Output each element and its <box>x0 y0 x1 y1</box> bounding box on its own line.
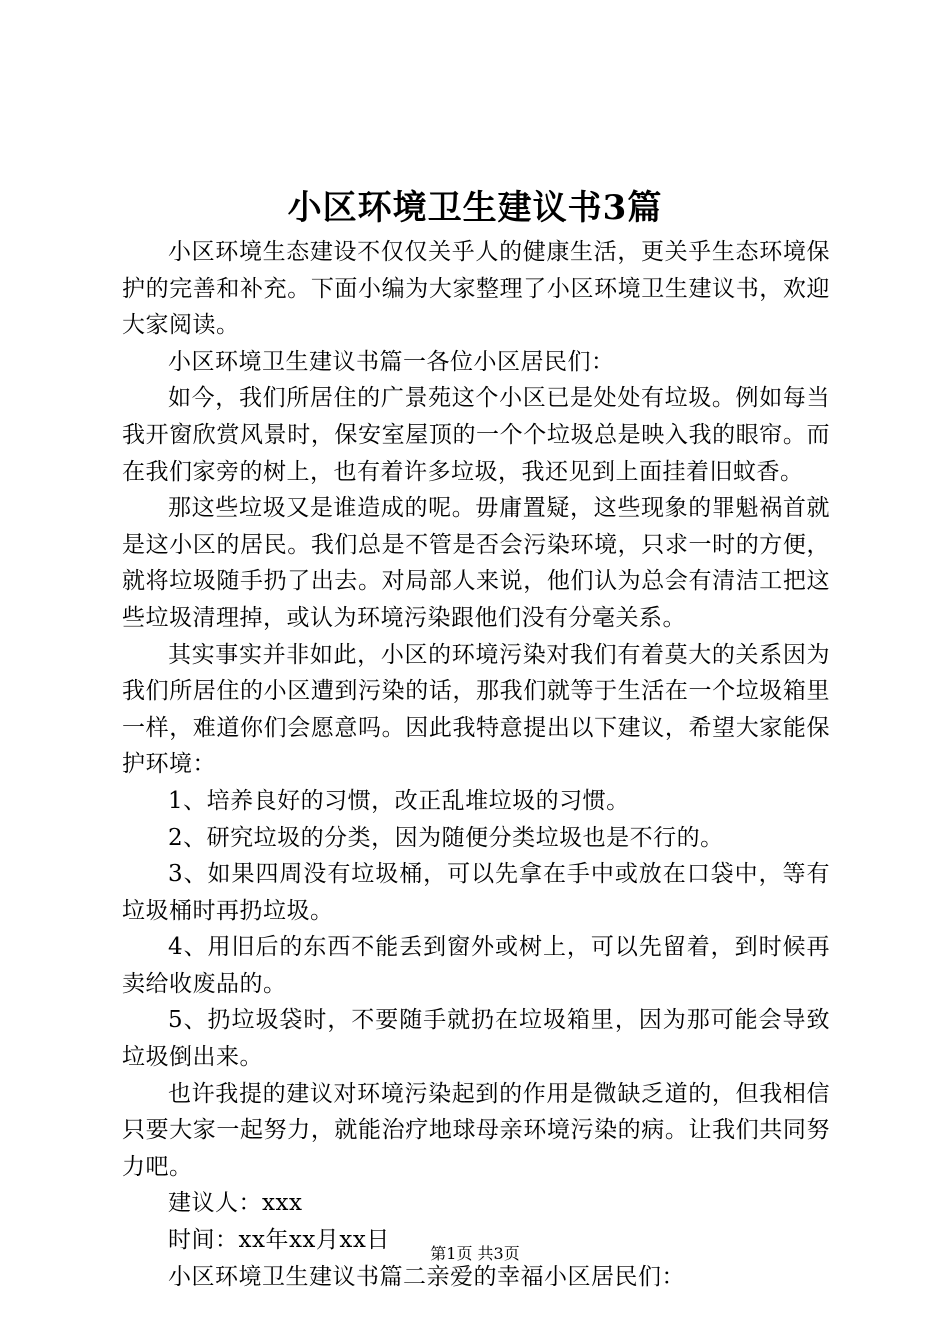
paragraph: 其实事实并非如此，小区的环境污染对我们有着莫大的关系因为我们所居住的小区遭到污染的话，那我们就等于生活在一个垃圾箱里一样，难道你们会愿意吗。因此我特意提出以下建议，希望大家能保护环境： <box>122 641 830 778</box>
paragraph-heading-one: 小区环境卫生建议书篇一各位小区居民们： <box>168 348 615 375</box>
signature-line: 建议人：xxx <box>168 1190 303 1217</box>
list-item: 3、如果四周没有垃圾桶，可以先拿在手中或放在口袋中，等有垃圾桶时再扔垃圾。 <box>122 861 830 924</box>
document-body <box>122 234 830 1295</box>
document-title: 小区环境卫生建议书3篇 <box>287 188 663 228</box>
list-item: 2、研究垃圾的分类，因为随便分类垃圾也是不行的。 <box>168 824 724 851</box>
paragraph: 那这些垃圾又是谁造成的呢。毋庸置疑，这些现象的罪魁祸首就是这小区的居民。我们总是不管是否会污染环境，只求一时的方便，就将垃圾随手扔了出去。对局部人来说，他们认为总会有清洁工把这些垃圾清理掉，或认为环境污染跟他们没有分毫关系。 <box>122 495 830 631</box>
list-item: 4、用旧后的东西不能丢到窗外或树上，可以先留着，到时候再卖给收废品的。 <box>122 934 830 997</box>
paragraph-heading-two: 小区环境卫生建议书篇二亲爱的幸福小区居民们： <box>168 1263 685 1290</box>
date-line: 时间：xx年xx月xx日 <box>168 1227 390 1254</box>
list-item: 1、培养良好的习惯，改正乱堆垃圾的习惯。 <box>168 787 630 814</box>
paragraph-intro: 小区环境生态建设不仅仅关乎人的健康生活，更关乎生态环境保护的完善和补充。下面小编为大家整理了小区环境卫生建议书，欢迎大家阅读。 <box>122 239 830 339</box>
paragraph: 如今，我们所居住的广景苑这个小区已是处处有垃圾。例如每当我开窗欣赏风景时，保安室屋顶的一个个垃圾总是映入我的眼帘。而在我们家旁的树上，也有着许多垃圾，我还见到上面挂着旧蚊香。 <box>122 385 830 485</box>
page-footer: 第1页 共3页 <box>430 1244 520 1263</box>
paragraph: 也许我提的建议对环境污染起到的作用是微缺乏道的，但我相信只要大家一起努力，就能治疗地球母亲环境污染的病。让我们共同努力吧。 <box>122 1080 830 1180</box>
list-item: 5、扔垃圾袋时，不要随手就扔在垃圾箱里，因为那可能会导致垃圾倒出来。 <box>122 1007 830 1071</box>
